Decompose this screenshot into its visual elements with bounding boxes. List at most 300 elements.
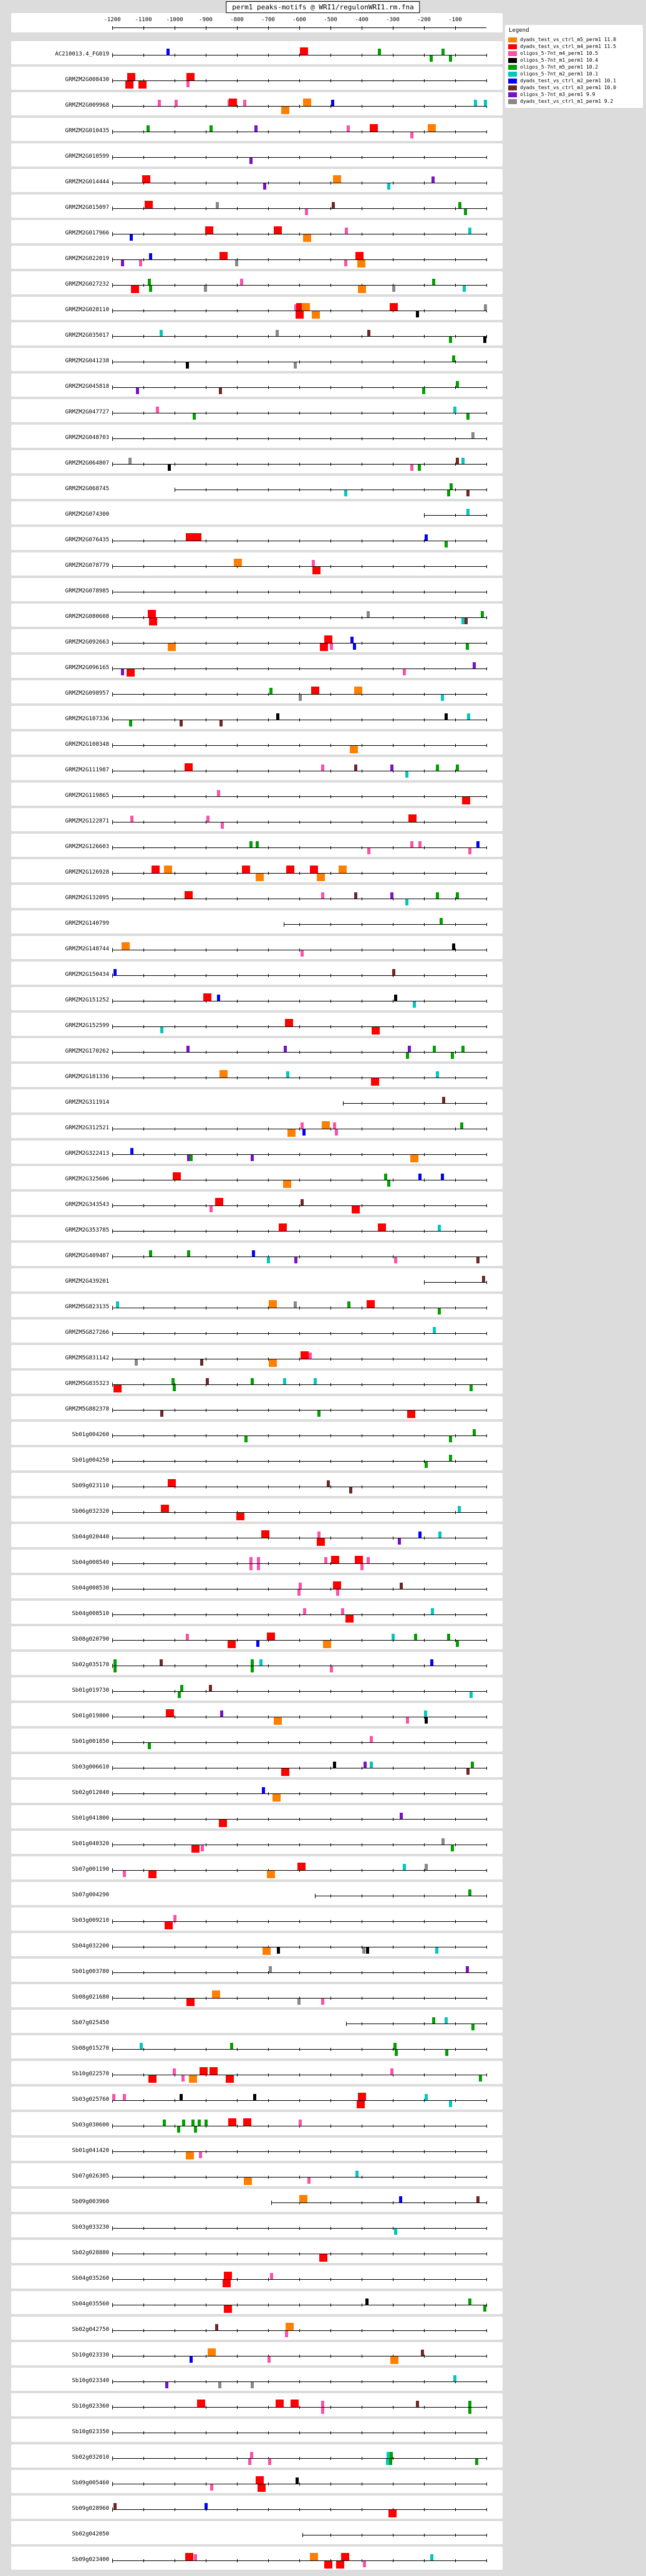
sequence-tick [237,1485,238,1488]
motif-box [186,362,189,369]
sequence-tick [424,2125,425,2128]
sequence-tick [237,1562,238,1565]
sequence-start-bar [112,692,113,697]
sequence-tick [424,744,425,747]
sequence-tick [330,1204,331,1207]
motif-box [149,1250,152,1257]
sequence-row [11,1064,503,1087]
motif-box [458,1506,461,1512]
sequence-tick [237,1230,238,1233]
motif-box [193,533,201,541]
sequence-tick [330,233,331,236]
sequence-row [11,1754,503,1777]
sequence-row [11,41,503,64]
sequence-tick [143,897,144,900]
motif-box [400,1583,403,1589]
sequence-tick [424,1588,425,1591]
sequence-tick [486,488,487,491]
motif-box [431,1608,434,1614]
motif-box [390,2357,398,2364]
sequence-tick [455,130,456,133]
sequence-tick [330,1485,331,1488]
sequence-row [11,2010,503,2033]
sequence-start-bar [112,1945,113,1949]
motif-box [470,1692,473,1698]
motif-box [436,892,439,899]
motif-box [430,2554,433,2560]
motif-box [341,1608,344,1614]
sequence-tick [143,616,144,619]
sequence-tick [330,2073,331,2077]
sequence-start-bar [112,564,113,569]
motif-box [390,765,393,771]
sequence-tick [455,1562,456,1565]
motif-box [297,1999,301,2005]
sequence-tick [455,1076,456,1079]
motif-box [321,892,324,899]
motif-box [131,286,139,293]
motif-box [286,1071,289,1078]
sequence-row [11,527,503,550]
sequence-row [11,1729,503,1752]
sequence-row [11,1805,503,1828]
sequence-tick [330,1690,331,1693]
sequence-tick [143,1562,144,1565]
motif-box [113,969,117,975]
sequence-tick [486,2150,487,2153]
motif-box [445,541,448,548]
sequence-tick [424,1843,425,1846]
sequence-tick [268,1741,269,1744]
sequence-tick [143,1460,144,1463]
sequence-tick [299,2431,300,2434]
sequence-tick [143,1358,144,1361]
sequence-tick [268,258,269,261]
sequence-tick [299,463,300,466]
sequence-tick [237,1051,238,1054]
motif-box [268,2459,271,2465]
sequence-tick [299,769,300,773]
motif-box [166,49,170,55]
sequence-tick [299,923,300,926]
sequence-tick [455,2303,456,2307]
sequence-tick [299,412,300,415]
sequence-tick [299,360,300,364]
sequence-tick [268,1460,269,1463]
sequence-tick [237,744,238,747]
sequence-tick [486,2380,487,2383]
sequence-row [11,195,503,218]
sequence-tick [424,591,425,594]
sequence-start-bar [112,743,113,748]
motif-box [294,362,297,369]
sequence-tick [237,2048,238,2051]
sequence-tick [424,1818,425,1821]
sequence-tick [330,872,331,875]
sequence-tick [486,284,487,287]
sequence-row [11,578,503,601]
motif-box [456,1641,459,1647]
sequence-tick [268,1511,269,1514]
sequence-tick [268,1025,269,1028]
sequence-row [11,246,503,269]
motif-box [333,1762,336,1768]
sequence-tick [299,335,300,338]
sequence-tick [455,1153,456,1156]
motif-box [180,2094,183,2100]
sequence-tick [424,412,425,415]
sequence-tick [424,130,425,133]
motif-box [259,1659,263,1666]
motif-box [372,1027,380,1035]
sequence-label: GRMZM2G008430 [65,77,109,83]
sequence-tick [268,1230,269,1233]
sequence-tick [330,2201,331,2204]
motif-box [163,2120,166,2126]
motif-box [309,1353,312,1359]
motif-box [130,816,133,822]
sequence-tick [143,2176,144,2179]
sequence-tick [299,2329,300,2332]
sequence-tick [330,1767,331,1770]
sequence-tick [424,2482,425,2486]
sequence-tick [330,565,331,568]
motif-box [263,183,266,190]
motif-box [484,304,487,311]
motif-box [209,1685,212,1691]
motif-box [436,765,439,771]
sequence-row [11,374,503,397]
sequence-tick [424,948,425,952]
sequence-tick [143,1613,144,1616]
sequence-tick [299,1741,300,1744]
motif-box [438,1308,441,1315]
motif-box [281,1768,289,1776]
sequence-tick [455,693,456,696]
sequence-tick [486,846,487,849]
motif-box [210,1206,213,1212]
sequence-tick [424,181,425,185]
sequence-tick [143,769,144,773]
motif-box [217,995,220,1001]
sequence-tick [486,1613,487,1616]
motif-box [421,2350,424,2356]
sequence-start-bar [112,2277,113,2282]
sequence-tick [424,2150,425,2153]
sequence-label: GRMZM2G045818 [65,384,109,390]
sequence-label: GRMZM2G022019 [65,256,109,262]
sequence-tick [143,156,144,159]
motif-box [116,1301,119,1308]
axis-tick-label: -900 [199,17,213,23]
sequence-tick [237,1153,238,1156]
motif-box [428,124,436,132]
motif-box [299,2195,307,2202]
sequence-tick [486,2278,487,2281]
sequence-tick [455,872,456,875]
motif-box [294,1301,297,1308]
sequence-label: GRMZM5G823135 [65,1304,109,1310]
sequence-label: GRMZM2G152599 [65,1023,109,1029]
sequence-tick [455,2073,456,2077]
motif-box [180,720,183,726]
motif-box [436,1071,439,1078]
motif-box [251,1155,254,1161]
sequence-tick [330,2406,331,2409]
sequence-tick [424,233,425,236]
sequence-row [11,1038,503,1061]
sequence-tick [424,1971,425,1974]
sequence-tick [237,1332,238,1335]
sequence-tick [486,54,487,57]
sequence-tick [455,2022,456,2025]
sequence-tick [268,2125,269,2128]
sequence-tick [299,591,300,594]
motif-box [123,2094,126,2100]
sequence-tick [455,1741,456,1744]
sequence-start-bar [112,1766,113,1770]
sequence-line [343,1103,486,1104]
motif-box [194,2126,197,2133]
motif-box [186,1999,195,2006]
sequence-tick [455,1000,456,1003]
sequence-start-bar [112,590,113,594]
axis-tick-label: -1100 [135,17,152,23]
sequence-tick [268,769,269,773]
sequence-row [11,1217,503,1240]
motif-box [148,610,156,617]
sequence-tick [143,386,144,389]
motif-box [215,2324,218,2330]
sequence-tick [455,2099,456,2102]
sequence-tick [424,1383,425,1386]
axis-tick-label: -800 [230,17,244,23]
motif-box [166,1709,174,1717]
sequence-tick [330,1153,331,1156]
motif-box [358,286,366,293]
sequence-tick [143,1306,144,1310]
sequence-tick [268,539,269,543]
motif-box [216,202,219,208]
sequence-tick [143,1690,144,1693]
sequence-tick [455,360,456,364]
sequence-tick [299,130,300,133]
motif-box [408,1046,411,1052]
sequence-label: Sb06g032320 [72,1508,109,1515]
sequence-label: GRMZM2G111987 [65,767,109,773]
sequence-tick [424,1051,425,1054]
sequence-tick [486,79,487,82]
sequence-tick [455,258,456,261]
motif-box [191,2120,195,2126]
sequence-tick [237,360,238,364]
motif-box [297,1589,301,1596]
sequence-tick [299,1332,300,1335]
sequence-start-bar [112,2047,113,2052]
sequence-label: Sb04g032200 [72,1943,109,1949]
motif-box [395,2050,398,2056]
sequence-tick [424,872,425,875]
motif-box [403,669,406,675]
sequence-label: Sb02g042050 [72,2531,109,2537]
sequence-tick [237,2508,238,2511]
sequence-tick [424,105,425,108]
motif-box [287,1129,296,1137]
sequence-tick [299,1485,300,1488]
motif-box [390,303,398,311]
sequence-start-bar [112,155,113,160]
motif-box [418,841,422,847]
sequence-tick [424,360,425,364]
sequence-tick [330,386,331,389]
sequence-tick [299,437,300,440]
sequence-tick [486,744,487,747]
sequence-line [284,924,486,925]
sequence-tick [143,565,144,568]
motif-box [199,2152,202,2158]
motif-box [450,483,453,490]
sequence-tick [330,923,331,926]
sequence-label: GRMZM2G140799 [65,920,109,927]
sequence-row [11,987,503,1010]
motif-box [468,848,471,854]
sequence-label: GRMZM2G068745 [65,486,109,492]
sequence-tick [237,1179,238,1182]
motif-box [200,2067,208,2075]
sequence-tick [330,591,331,594]
sequence-tick [486,2022,487,2025]
sequence-tick [299,1639,300,1642]
legend-item-label: oligos_5-7nt_m5_perm1 10.2 [520,64,599,70]
sequence-label: GRMZM2G132095 [65,895,109,901]
sequence-row [11,1959,503,1982]
sequence-tick [237,872,238,875]
sequence-tick [143,2406,144,2409]
motif-box [447,490,450,496]
sequence-tick [143,821,144,824]
motif-box [458,202,461,208]
sequence-tick [268,1818,269,1821]
axis-tick-label: -100 [448,17,462,23]
sequence-tick [330,2431,331,2434]
motif-box [367,848,370,854]
sequence-tick [330,2534,331,2537]
axis-tick-mark [455,26,456,30]
motif-box [466,509,470,515]
motif-box [400,1813,403,1819]
sequence-start-bar [112,462,113,466]
sequence-tick [486,1051,487,1054]
sequence-row [11,2138,503,2161]
sequence-row [11,1550,503,1573]
sequence-tick [268,412,269,415]
sequence-tick [486,2534,487,2537]
sequence-tick [330,156,331,159]
sequence-start-bar [112,1152,113,1157]
sequence-tick [299,1025,300,1028]
sequence-tick [330,2482,331,2486]
motif-box [389,2459,392,2465]
sequence-label: Sb03g033230 [72,2224,109,2231]
sequence-tick [330,2508,331,2511]
motif-box [347,125,350,132]
position-axis [11,13,503,32]
sequence-tick [237,1792,238,1795]
sequence-row [11,783,503,806]
sequence-start-bar [112,2149,113,2154]
sequence-start-bar [112,2175,113,2179]
sequence-tick [424,309,425,312]
motif-box [173,1172,181,1180]
sequence-tick [237,2252,238,2255]
motif-box [219,252,228,259]
sequence-tick [486,1485,487,1488]
motif-box [365,2299,369,2305]
motif-box [251,1378,254,1384]
sequence-label: Sb01g040320 [72,1841,109,1847]
motif-box [319,2254,327,2262]
sequence-start-bar [112,2073,113,2077]
motif-box [161,1505,169,1512]
sequence-tick [330,181,331,185]
sequence-tick [455,2201,456,2204]
sequence-row [11,450,503,473]
sequence-tick [237,2329,238,2332]
motif-box [173,1385,176,1391]
sequence-row [11,1294,503,1317]
sequence-label: Sb07g026305 [72,2173,109,2179]
sequence-tick [486,360,487,364]
sequence-row [11,859,503,882]
sequence-tick [455,1306,456,1310]
motif-box [121,260,124,266]
motif-box [453,407,456,413]
sequence-label: Sb02g035170 [72,1662,109,1668]
legend-item-label: dyads_test_vs_ctrl_m2_perm1 10.1 [520,78,617,84]
motif-box [130,1148,133,1154]
sequence-label: Sb01g001850 [72,1739,109,1745]
sequence-tick [486,1664,487,1667]
motif-box [473,1429,476,1435]
sequence-tick [299,2099,300,2102]
sequence-tick [237,642,238,645]
sequence-tick [299,2380,300,2383]
sequence-tick [237,795,238,798]
sequence-tick [268,1664,269,1667]
sequence-tick [330,1971,331,1974]
sequence-row [11,1908,503,1931]
motif-box [223,2280,231,2287]
motif-box [345,228,348,234]
motif-box [113,2503,117,2509]
sequence-tick [486,1511,487,1514]
sequence-tick [330,1946,331,1949]
sequence-start-bar [112,2252,113,2256]
motif-box [303,99,311,106]
sequence-tick [455,1204,456,1207]
sequence-tick [299,156,300,159]
motif-box [276,2400,284,2407]
sequence-tick [268,667,269,670]
sequence-tick [299,2048,300,2051]
sequence-tick [299,539,300,543]
sequence-tick [237,1358,238,1361]
sequence-start-bar [112,2405,113,2410]
sequence-row [11,2419,503,2442]
sequence-label: GRMZM2G078779 [65,562,109,569]
motif-box [392,286,395,292]
sequence-tick [237,1971,238,1974]
